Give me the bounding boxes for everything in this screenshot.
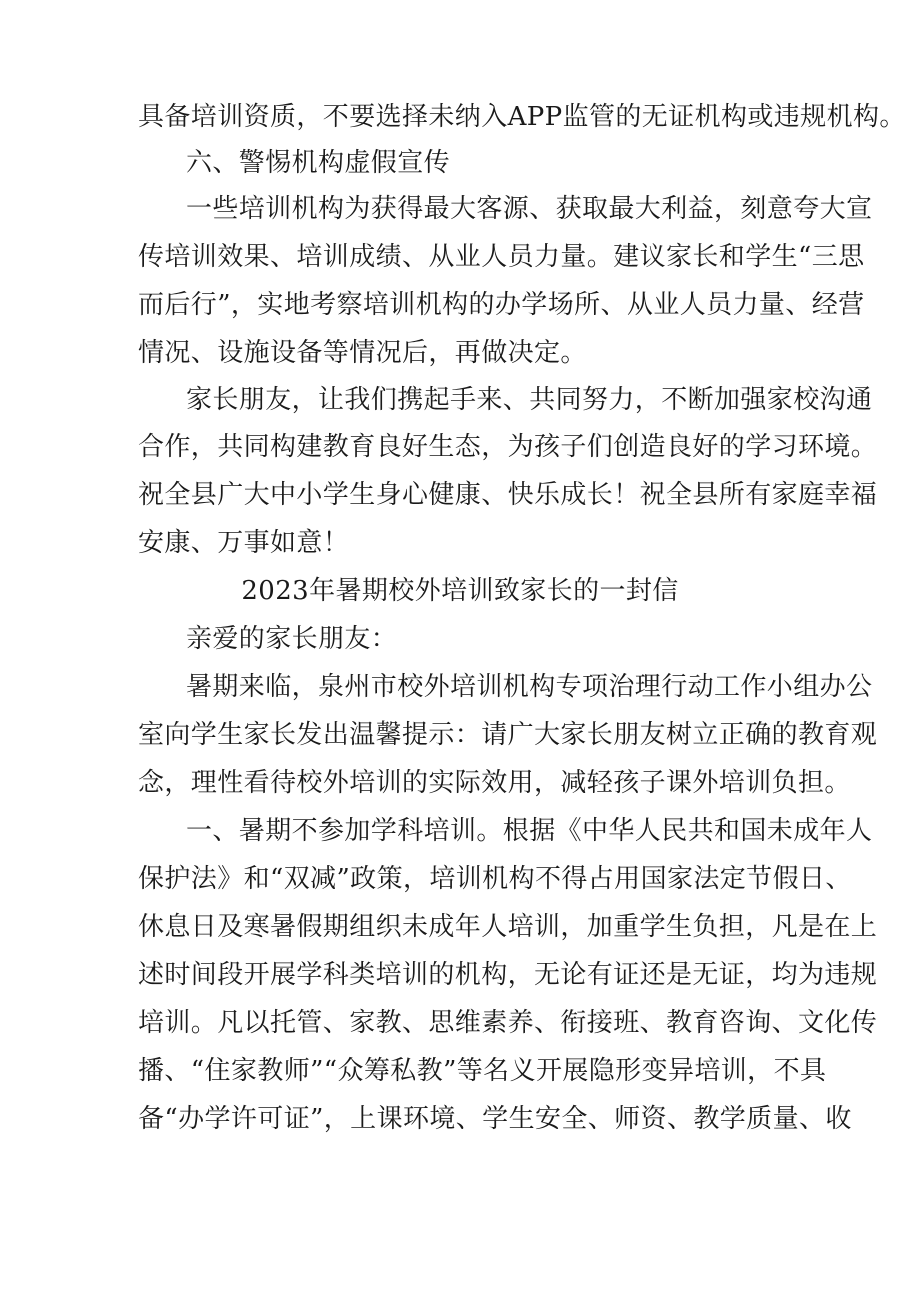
text-line: 具备培训资质，不要选择未纳入APP监管的无证机构或违规机构。 — [138, 102, 906, 132]
text-line: 家长朋友，让我们携起手来、共同努力，不断加强家校沟通 — [186, 385, 873, 415]
text-line: 合作，共同构建教育良好生态，为孩子们创造良好的学习环境。 — [138, 432, 878, 462]
text-line: 播、“住家教师”“众筹私教”等名义开展隐形变异培训，不具 — [138, 1056, 827, 1086]
text-line: 传培训效果、培训成绩、从业人员力量。建议家长和学生“三思 — [138, 242, 865, 272]
text-line: 念，理性看待校外培训的实际效用，减轻孩子课外培训负担。 — [138, 768, 851, 798]
text-line: 培训。凡以托管、家教、思维素养、衔接班、教育咨询、文化传 — [138, 1008, 878, 1038]
text-line: 室向学生家长发出温馨提示：请广大家长朋友树立正确的教育观 — [138, 720, 878, 750]
letter-title: 2023年暑期校外培训致家长的一封信 — [241, 576, 679, 606]
text-line: 而后行”，实地考察培训机构的办学场所、从业人员力量、经营 — [138, 290, 865, 320]
text-line: 安康、万事如意！ — [138, 528, 350, 558]
salutation: 亲爱的家长朋友： — [186, 624, 398, 654]
text-line: 述时间段开展学科类培训的机构，无论有证还是无证，均为违规 — [138, 960, 878, 990]
text-line: 暑期来临，泉州市校外培训机构专项治理行动工作小组办公 — [186, 672, 873, 702]
text-line: 休息日及寒暑假期组织未成年人培训，加重学生负担，凡是在上 — [138, 912, 878, 942]
section-heading: 六、警惕机构虚假宣传 — [186, 148, 451, 178]
text-line: 备“办学许可证”，上课环境、学生安全、师资、教学质量、收 — [138, 1104, 852, 1134]
text-line: 一些培训机构为获得最大客源、获取最大利益，刻意夸大宣 — [186, 194, 873, 224]
text-line: 祝全县广大中小学生身心健康、快乐成长！祝全县所有家庭幸福 — [138, 480, 878, 510]
text-line: 一、暑期不参加学科培训。根据《中华人民共和国未成年人 — [186, 816, 873, 846]
text-line: 保护法》和“双减”政策，培训机构不得占用国家法定节假日、 — [138, 864, 852, 894]
text-line: 情况、设施设备等情况后，再做决定。 — [138, 338, 587, 368]
